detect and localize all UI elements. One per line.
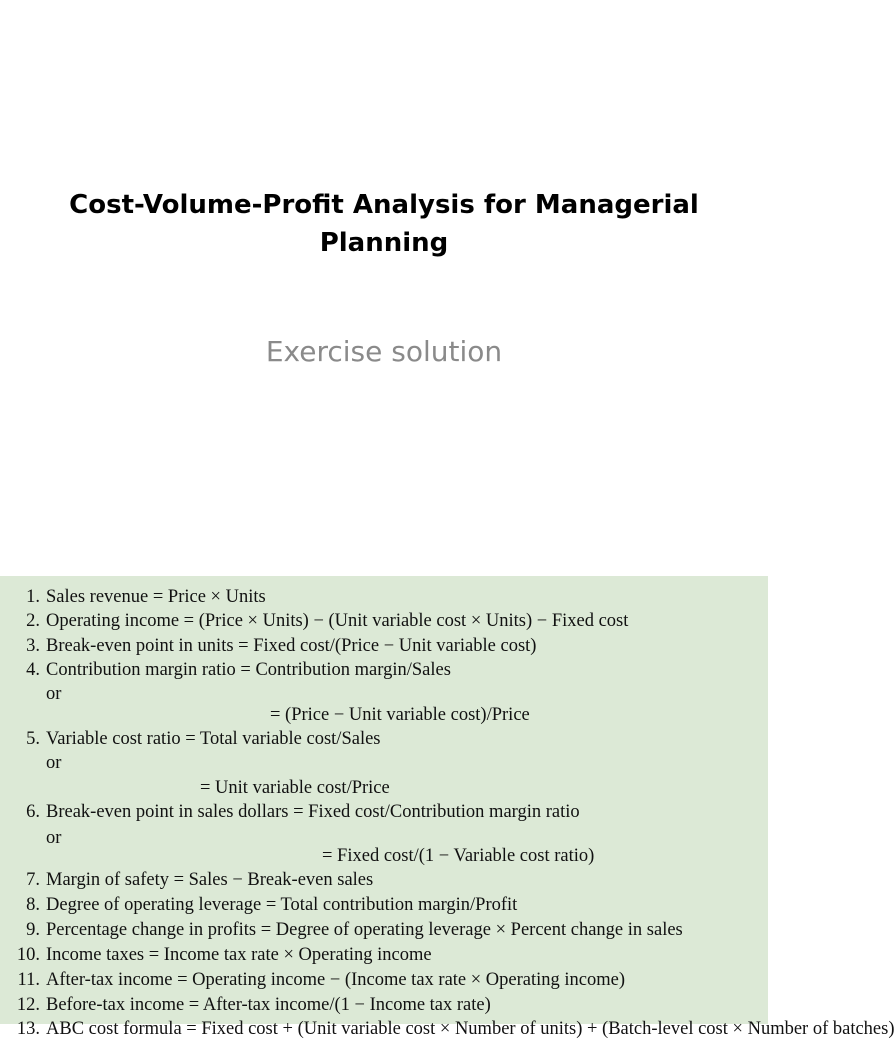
- formula-line: [0, 585, 266, 609]
- formula-line: [0, 868, 373, 892]
- formula-text: After-tax income = Operating income − (Income tax rate × Operating income): [46, 970, 626, 990]
- formula-text: Degree of operating leverage = Total contribution margin/Profit: [46, 895, 518, 915]
- formula-number: 13.: [16, 1019, 40, 1039]
- formula-number: 8.: [26, 895, 40, 915]
- formula-text: Income taxes = Income tax rate × Operating income: [46, 945, 432, 965]
- formula-line: [0, 1017, 895, 1041]
- formula-line: [0, 918, 683, 942]
- formula-text: Break-even point in sales dollars = Fixed cost/Contribution margin ratio: [46, 802, 580, 822]
- formula-line: [0, 634, 536, 658]
- formula-line: [0, 893, 517, 917]
- formula-number: 12.: [16, 995, 40, 1015]
- formula-or: or: [46, 828, 62, 848]
- formula-text: Variable cost ratio = Total variable cost/Sales: [46, 729, 381, 749]
- formula-text: Percentage change in profits = Degree of operating leverage × Percent change in sales: [46, 920, 683, 940]
- formula-text: Break-even point in units = Fixed cost/(Price − Unit variable cost): [46, 636, 537, 656]
- formula-number: 4.: [26, 660, 40, 680]
- formula-number: 5.: [26, 729, 40, 749]
- formula-number: 1.: [26, 587, 40, 607]
- formula-line: [0, 943, 432, 967]
- formula-text: Operating income = (Price × Units) − (Unit variable cost × Units) − Fixed cost: [46, 611, 629, 631]
- formula-or: or: [46, 684, 62, 704]
- formula-alternative: = Unit variable cost/Price: [200, 778, 390, 798]
- formula-line: [0, 968, 625, 992]
- slide-subtitle: Exercise solution: [265, 335, 503, 368]
- formula-number: 10.: [16, 945, 40, 965]
- formula-line: [0, 993, 491, 1017]
- formula-panel: [0, 576, 895, 1039]
- formula-text: ABC cost formula = Fixed cost + (Unit variable cost × Number of units) + (Batch-level cost × Number of batches): [46, 1019, 895, 1039]
- formula-alternative: = (Price − Unit variable cost)/Price: [270, 705, 530, 725]
- formula-or: or: [46, 753, 62, 773]
- formula-line: [0, 609, 628, 633]
- formula-text: Before-tax income = After-tax income/(1 − Income tax rate): [46, 995, 491, 1015]
- formula-line: [0, 658, 451, 682]
- formula-alternative: = Fixed cost/(1 − Variable cost ratio): [322, 846, 595, 866]
- formula-number: 6.: [26, 802, 40, 822]
- formula-number: 9.: [26, 920, 40, 940]
- formula-text: Sales revenue = Price × Units: [46, 587, 266, 607]
- formula-text: Contribution margin ratio = Contribution margin/Sales: [46, 660, 451, 680]
- slide-title: Cost-Volume-Profit Analysis for Managerial Planning: [69, 190, 699, 258]
- formula-line: [0, 800, 580, 824]
- formula-number: 11.: [17, 970, 40, 990]
- formula-number: 7.: [26, 870, 40, 890]
- formula-text: Margin of safety = Sales − Break-even sales: [46, 870, 374, 890]
- formula-line: [0, 727, 381, 751]
- formula-number: 3.: [26, 636, 40, 656]
- formula-number: 2.: [26, 611, 40, 631]
